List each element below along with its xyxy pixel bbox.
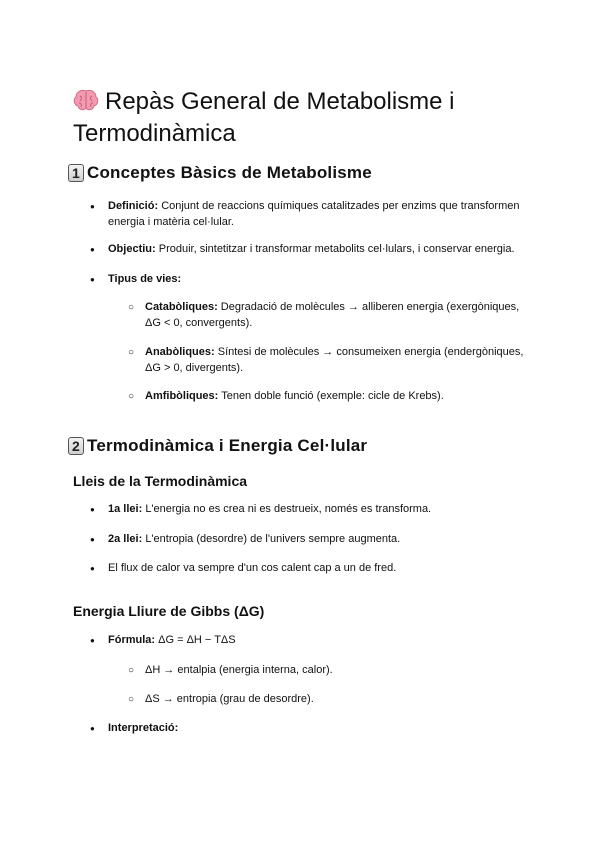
section1-heading	[68, 163, 372, 183]
list-item: ● 2a llei: L'entropia (desordre) de l'univers sempre augmenta.	[108, 531, 528, 547]
bullet-icon	[90, 198, 95, 215]
title-text: Repàs General de Metabolisme i Termodinàmica	[73, 88, 455, 147]
list-item: ● Interpretació:	[108, 720, 528, 736]
section2-heading-text: Termodinàmica i Energia Cel·lular	[87, 436, 368, 455]
brain-icon	[73, 89, 99, 111]
circle-bullet-icon	[128, 344, 134, 361]
keycap-number-icon: 2	[68, 437, 84, 455]
section1-heading-text: Conceptes Bàsics de Metabolisme	[87, 163, 372, 182]
section2-heading	[68, 436, 367, 456]
list-item: ○ Amfibòliques: Tenen doble funció (exemple: cicle de Krebs).	[145, 388, 535, 404]
list-item: ● El flux de calor va sempre d'un cos calent cap a un de fred.	[108, 560, 528, 576]
circle-bullet-icon	[128, 691, 134, 708]
list-item: ● Fórmula: ΔG = ΔH − TΔS	[108, 632, 528, 648]
bullet-icon	[90, 531, 95, 548]
bullet-icon	[90, 632, 95, 649]
bullet-icon	[90, 271, 95, 288]
circle-bullet-icon	[128, 299, 134, 316]
gibbs-heading: Energia Lliure de Gibbs (ΔG)	[73, 603, 265, 619]
list-item: ○ Anabòliques: Síntesi de molècules → consumeixen energia (endergòniques, ΔG > 0, divergents).	[145, 344, 535, 376]
list-item: ● Objectiu: Produir, sintetitzar i transformar metabolits cel·lulars, i conservar energia.	[108, 241, 528, 257]
bullet-icon	[90, 560, 95, 577]
bullet-icon	[90, 501, 95, 518]
list-item: ○ ΔS → entropia (grau de desordre).	[145, 691, 535, 707]
list-item: ○ Catabòliques: Degradació de molècules → alliberen energia (exergòniques, ΔG < 0, convergents).	[145, 299, 535, 331]
circle-bullet-icon	[128, 388, 134, 405]
page-title	[73, 86, 543, 150]
list-item: ○ ΔH → entalpia (energia interna, calor).	[145, 662, 535, 678]
keycap-number-icon: 1	[68, 164, 84, 182]
circle-bullet-icon	[128, 662, 134, 679]
list-item: ● Definició: Conjunt de reaccions químiques catalitzades per enzims que transformen energia i matèria cel·lular.	[108, 198, 528, 230]
list-item: ● Tipus de vies:	[108, 271, 528, 287]
list-item: ● 1a llei: L'energia no es crea ni es destrueix, només es transforma.	[108, 501, 528, 517]
bullet-icon	[90, 241, 95, 258]
bullet-icon	[90, 720, 95, 737]
lleis-heading: Lleis de la Termodinàmica	[73, 473, 248, 489]
